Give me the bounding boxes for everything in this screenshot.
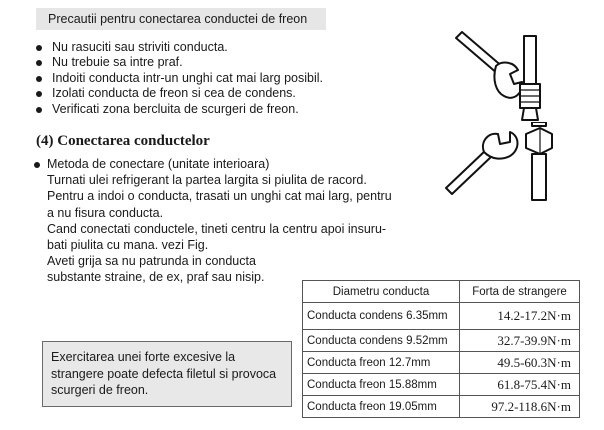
method-line: Aveti grija sa nu patrunda in conducta <box>47 254 256 269</box>
pipe-cell: Conducta condens 6.35mm <box>303 303 460 330</box>
method-line: Turnati ulei refrigerant la partea largita si piulita de racord. <box>47 173 367 188</box>
torque-cell: 49.5-60.3N·m <box>460 352 580 374</box>
method-line: Pentru a indoi o conducta, trasati un unghi cat mai larg, pentru <box>47 189 392 204</box>
column-header-torque: Forta de strangere <box>460 281 580 303</box>
list-item: Izolati conducta de freon si cea de condens. <box>34 86 323 101</box>
method-line: substante straine, de ex, praf sau nisip. <box>47 270 265 285</box>
list-item: Nu trebuie sa intre praf. <box>34 55 323 70</box>
connection-method <box>32 156 412 286</box>
torque-table <box>302 280 580 418</box>
method-line: Cand conectati conductele, tineti centru la centru apoi insuru- <box>47 221 387 236</box>
pipe-cell: Conducta freon 15.88mm <box>303 374 460 396</box>
table-row <box>303 352 580 374</box>
warning-line: strangere poate defecta filetul si provoca <box>51 366 277 381</box>
wrench-connection-illustration <box>440 122 570 202</box>
list-item: Nu rasuciti sau striviti conducta. <box>34 40 323 55</box>
table-row <box>303 330 580 352</box>
pipe-cell: Conducta freon 19.05mm <box>303 396 460 418</box>
section-header <box>36 8 326 30</box>
table-row <box>303 374 580 396</box>
table-header-row <box>303 281 580 303</box>
torque-cell: 32.7-39.9N·m <box>460 330 580 352</box>
torque-cell: 97.2-118.6N·m <box>460 396 580 418</box>
table-row <box>303 396 580 418</box>
table-row <box>303 303 580 330</box>
method-line: bati piulita cu mana. vezi Fig. <box>47 238 209 253</box>
torque-cell: 61.8-75.4N·m <box>460 374 580 396</box>
list-item: Verificati zona bercluita de scurgeri de freon. <box>34 102 323 117</box>
header-title: Precautii pentru conectarea conductei de freon <box>48 12 308 26</box>
torque-cell: 14.2-17.2N·m <box>460 303 580 330</box>
precautions-list <box>34 40 323 117</box>
warning-line: Exercitarea unei forte excesive la <box>51 350 236 364</box>
warning-line: scurgeri de freon. <box>51 383 149 397</box>
section-title: (4) Conectarea conductelor <box>36 133 210 149</box>
method-line: a nu fisura conducta. <box>47 205 164 220</box>
list-item: Indoiti conducta intr-un unghi cat mai larg posibil. <box>34 71 323 86</box>
method-line: Metoda de conectare (unitate interioara) <box>47 157 270 171</box>
column-header-diameter: Diametru conducta <box>303 281 460 303</box>
bullet-dot <box>34 162 40 168</box>
pipe-cell: Conducta condens 9.52mm <box>303 330 460 352</box>
warning-box <box>42 341 292 407</box>
pipe-cell: Conducta freon 12.7mm <box>303 352 460 374</box>
wrench-pipe-illustration <box>448 24 558 124</box>
